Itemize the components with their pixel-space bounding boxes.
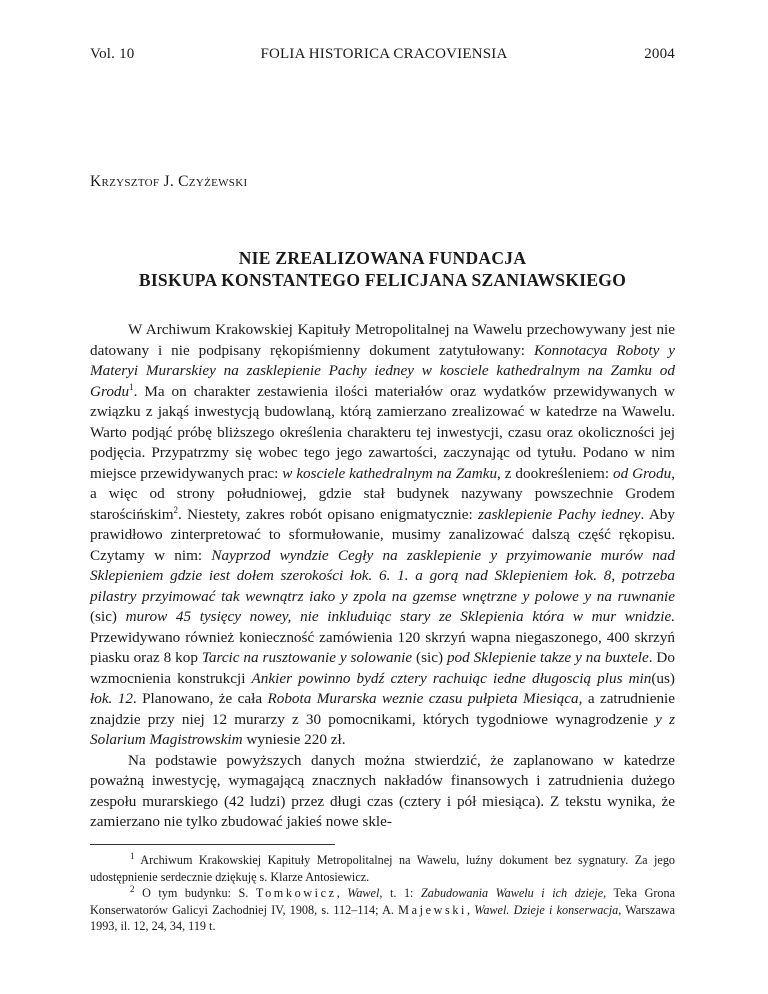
quote: murow 45 tysięcy nowey, nie inkluduiąc stary ze Sklepienia która w mur wnidzie. [125, 608, 675, 625]
article-body [90, 320, 675, 833]
quote: łok. 12 [90, 690, 133, 707]
quote: pod Sklepienie takze y na buxtele [446, 649, 649, 666]
paragraph-2: Na podstawie powyższych danych można stwierdzić, że zaplanowano w katedrze poważną inwestycję, wymagającą znacznych nakładów finansowych i zatrudnienia dużego zespołu murarskiego (42 ludzi) przez długi czas (cztery i pół miesiąca). Z tekstu wynika, że zamierzano nie tylko zbudować jakieś nowe skle- [90, 751, 675, 830]
text-run: (sic) [412, 649, 447, 666]
footnote-separator [90, 844, 335, 845]
book-title: Zabudowania Wawelu i ich dzieje [421, 886, 604, 900]
footnote-1 [90, 852, 675, 885]
paragraph-1 [90, 320, 675, 751]
footnote-number: 2 [130, 883, 135, 894]
text-run: , Teka Grona Konserwatorów Galicyi Zachodniej IV, 1908, s. 112–114; A. [90, 886, 676, 917]
footnote-text: Archiwum Krakowskiej Kapituły Metropolitalnej na Wawelu, luźny dokument bez sygnatury. Za jego udostępnienie serdecznie dziękuję s. Klarze Antosiewicz. [90, 853, 676, 884]
book-title: Wawel [347, 886, 380, 900]
text-run: O tym budynku: S. [142, 886, 256, 900]
author-surname: Majewski [398, 902, 468, 917]
text-run: , a zatrudnienie znajdzie przy niej 12 murarzy z 30 pomocnikami, których tygodniowe wynagrodzenie [90, 690, 676, 728]
text-run: W Archiwum Krakowskiej Kapituły Metropolitalnej na Wawelu przechowywany jest nie datowany i nie podpisany rękopiśmienny dokument zatytułowany: [90, 321, 675, 359]
quote: Nayprzod wyndzie Cegły na zasklepienie y przyimowanie murów nad Sklepieniem gdzie iest dołem szerokości łok. 6. 1. a gorą nad Sklepieniem łok. 8, potrzeba pilastry przyimować tak wewnątrz iako y zpola na gzemse wnętrzne y polowe y na ruwnanie [90, 546, 675, 605]
author-name: Krzysztof J. Czyżewski [90, 173, 248, 190]
book-title: Wawel. Dzieje i konserwacja [474, 902, 619, 917]
quote: Tarcic na rusztowanie y solowanie [201, 649, 413, 666]
text-run: , t. 1: [379, 886, 421, 900]
footnote-2 [90, 885, 675, 935]
quote: w kosciele kathedralnym na Zamku [282, 464, 498, 482]
quote: zasklepienie Pachy iedney [478, 505, 641, 523]
text-run: , [467, 902, 475, 917]
footnote-ref-1[interactable]: 1 [129, 381, 134, 392]
text-run: wyniesie 220 zł. [242, 731, 346, 748]
author-surname: Tomkowicz [255, 886, 337, 900]
text-run: . Aby prawidłowo zinterpretować to sformułowanie, musimy zanalizować dalszą część rękopisu. Czytamy w nim: [90, 505, 675, 564]
text-run: Przewidywano również konieczność zamówienia 120 skrzyń wapna niegaszonego, 400 skrzyń piasku oraz 8 kop [90, 628, 675, 666]
quote: Robota Murarska weznie czasu pułpieta Miesiąca [267, 690, 579, 707]
footnote-number: 1 [130, 850, 135, 861]
text-run: . Do wzmocnienia konstrukcji [90, 649, 675, 687]
text-run: , Warszawa 1993, il. 12, 24, 34, 119 t. [90, 902, 675, 933]
title-line-2: BISKUPA KONSTANTEGO FELICJANA SZANIAWSKIEGO [138, 270, 627, 290]
quote: od Grodu [613, 464, 672, 482]
volume-label: Vol. 10 [90, 46, 135, 62]
text-run: . Planowano, że cała [132, 690, 268, 707]
text-run: , z dookreśleniem: [497, 464, 613, 482]
article-title [90, 247, 675, 291]
text-run: (sic) [90, 608, 126, 625]
quote: y z Solarium Magistrowskim [90, 710, 675, 748]
footnote-ref-2[interactable]: 2 [173, 504, 179, 515]
text-run: , [336, 886, 348, 900]
title-line-1: NIE ZREALIZOWANA FUNDACJA [238, 248, 527, 268]
text-run: , a więc od strony południowej, gdzie stał budynek nazywany powszechnie Grodem starościńskim [90, 464, 676, 523]
quoted-title: Konnotacya Roboty y Materyi Murarskiey na zasklepienie Pachy iedney w kosciele kathedralnym na Zamku od Grodu [90, 341, 676, 400]
journal-title: FOLIA HISTORICA CRACOVIENSIA [260, 46, 508, 62]
text-run: . Niestety, zakres robót opisano enigmatycznie: [178, 505, 479, 523]
footnotes [90, 852, 675, 935]
text-run: (us) [651, 669, 675, 687]
quote: Ankier powinno bydź cztery rachuiąc iedne długoscią plus min [251, 669, 652, 687]
year-label: 2004 [644, 46, 675, 62]
text-run: . Ma on charakter zestawienia ilości materiałów oraz wydatków przewidywanych w związku z jakąś inwestycją budowlaną, którą zamierzano zrealizować w katedrze na Wawelu. Warto podjąć próbę bliższego określenia charakteru tej inwestycji, czasu oraz okoliczności jej podjęcia. Przypatrzmy się wobec tego jego zawartości, zaczynając od tytułu. Podano w nim miejsce przewidywanych prac: [90, 382, 675, 482]
